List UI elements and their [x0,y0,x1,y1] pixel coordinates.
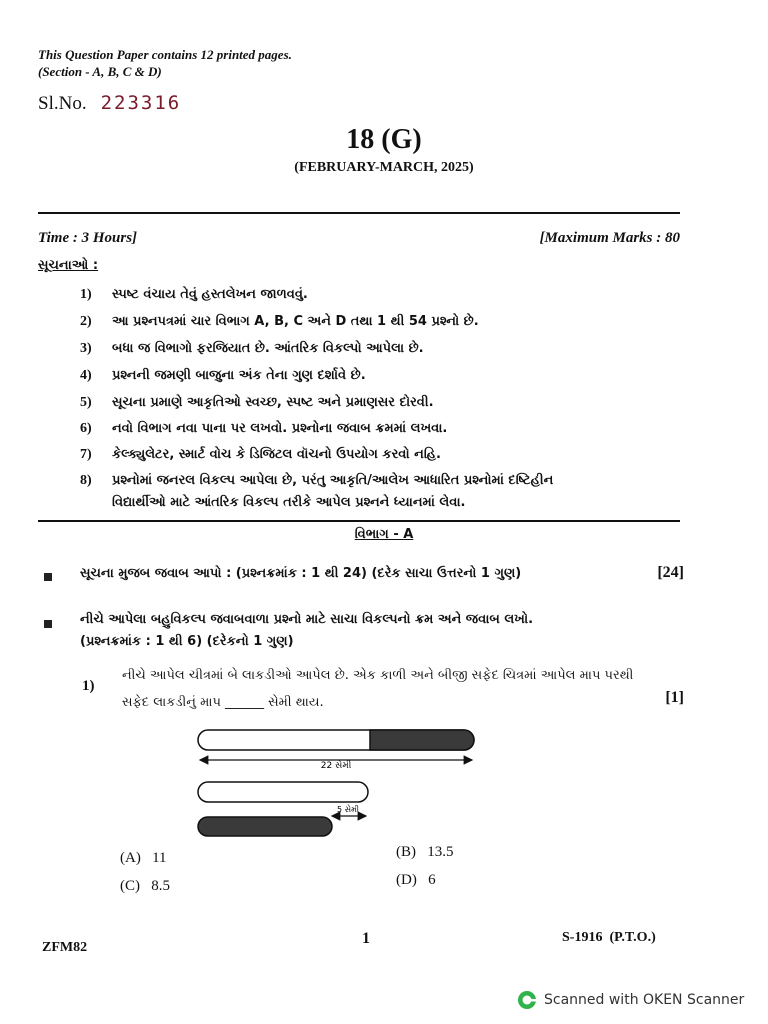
instruction-item: 3) બધા જ વિભાગો ફરજિયાત છે. આંતરિક વિકલ્પો આપેલા છે. [80,341,424,356]
sticks-figure [190,722,490,842]
combined-stick [198,730,474,750]
instruction-item: 1) સ્પષ્ટ વંચાય તેવું હસ્તલેખન જાળવવું. [80,287,308,302]
instruction-item: 5) સૂચના પ્રમાણે આકૃતિઓ સ્વચ્છ, સ્પષ્ટ અને પ્રમાણસર દોરવી. [80,395,434,410]
instructions-title: સૂચનાઓ : [38,258,99,273]
total-length-label: 22 સેમી [320,761,352,771]
section-a-title: વિભાગ - A [354,527,414,542]
maximum-marks: [Maximum Marks : 80 [539,230,680,246]
black-stick-top [370,730,474,750]
option-b: (B) 13.5 [396,844,454,860]
serial-number [38,92,181,115]
option-c: (C) 8.5 [120,878,170,894]
instruction-item-continued: વિદ્યાર્થીઓ માટે આંતરિક વિકલ્પ તરીકે આપેલ પ્રશ્નને ધ્યાનમાં લેવા. [112,495,466,510]
footer-code: ZFM82 [42,940,88,955]
instruction-item: 4) પ્રશ્નની જમણી બાજુના અંક તેના ગુણ દર્શાવે છે. [80,368,366,383]
question-text-line1: નીચે આપેલ ચીત્રમાં બે લાકડીઓ આપેલ છે. એક કાળી અને બીજી સફેદ ચિત્રમાં આપેલ માપ પરથી [122,668,634,683]
mcq-instruction-marks: (પ્રશ્નક્રમાંક : 1 થી 6) (દરેકનો 1 ગુણ) [80,634,294,649]
section-directive: સૂચના મુજબ જવાબ આપો : (પ્રશ્નક્રમાંક : 1 થી 24) (દરેક સાચા ઉત્તરનો 1 ગુણ) [80,566,522,581]
page-count-line: This Question Paper contains 12 printed pages. [38,47,292,62]
time-allowed: Time : 3 Hours] [38,230,138,246]
black-stick [198,817,332,836]
mcq-instruction: નીચે આપેલા બહુવિકલ્પ જવાબવાળા પ્રશ્નો માટે સાચા વિકલ્પનો ક્રમ અને જવાબ લખો. [80,612,534,627]
question-text-line2: સફેદ લાકડીનું માપ ______ સેમી થાય. [122,695,324,710]
paper-code: 18 (G) [346,124,422,155]
paper-series-code: S-1916 [562,930,603,945]
small-length-label: 5 સેમી [336,805,360,814]
white-stick [198,782,368,802]
serial-value: 223316 [100,92,182,114]
option-a: (A) 11 [120,850,167,866]
instruction-item: 7) કેલ્ક્યુલેટર, સ્માર્ટ વોચ કે ડિજિટલ વૉચનો ઉપયોગ કરવો નહિ. [80,447,441,462]
question-number: 1) [82,678,95,694]
page-number: 1 [362,930,370,947]
instruction-item: 6) નવો વિભાગ નવા પાના પર લખવો. પ્રશ્નોના જવાબ ક્રમમાં લખવા. [80,421,448,436]
section-rule [38,520,680,522]
exam-session: (FEBRUARY-MARCH, 2025) [294,160,474,175]
section-marks: [24] [657,564,684,581]
serial-label: Sl.No. [38,93,87,114]
bullet-square-icon [44,573,52,581]
footer-right [562,930,656,946]
pto-label: (P.T.O.) [609,930,656,945]
sections-line: (Section - A, B, C & D) [38,64,162,79]
scanner-watermark [517,990,744,1010]
instruction-item: 2) આ પ્રશ્નપત્રમાં ચાર વિભાગ A, B, C અને D તથા 1 થી 54 પ્રશ્નો છે. [80,314,479,329]
question-marks: [1] [665,689,684,706]
bullet-square-icon [44,620,52,628]
scanner-text: Scanned with OKEN Scanner [544,992,745,1008]
oken-scanner-logo-icon [517,990,537,1010]
instruction-item: 8) પ્રશ્નોમાં જનરલ વિકલ્પ આપેલા છે, પરંતુ આકૃતિ/આલેખ આધારિત પ્રશ્નોમાં દષ્ટિહીન [80,473,554,488]
option-d: (D) 6 [396,872,436,888]
header-rule [38,212,680,214]
